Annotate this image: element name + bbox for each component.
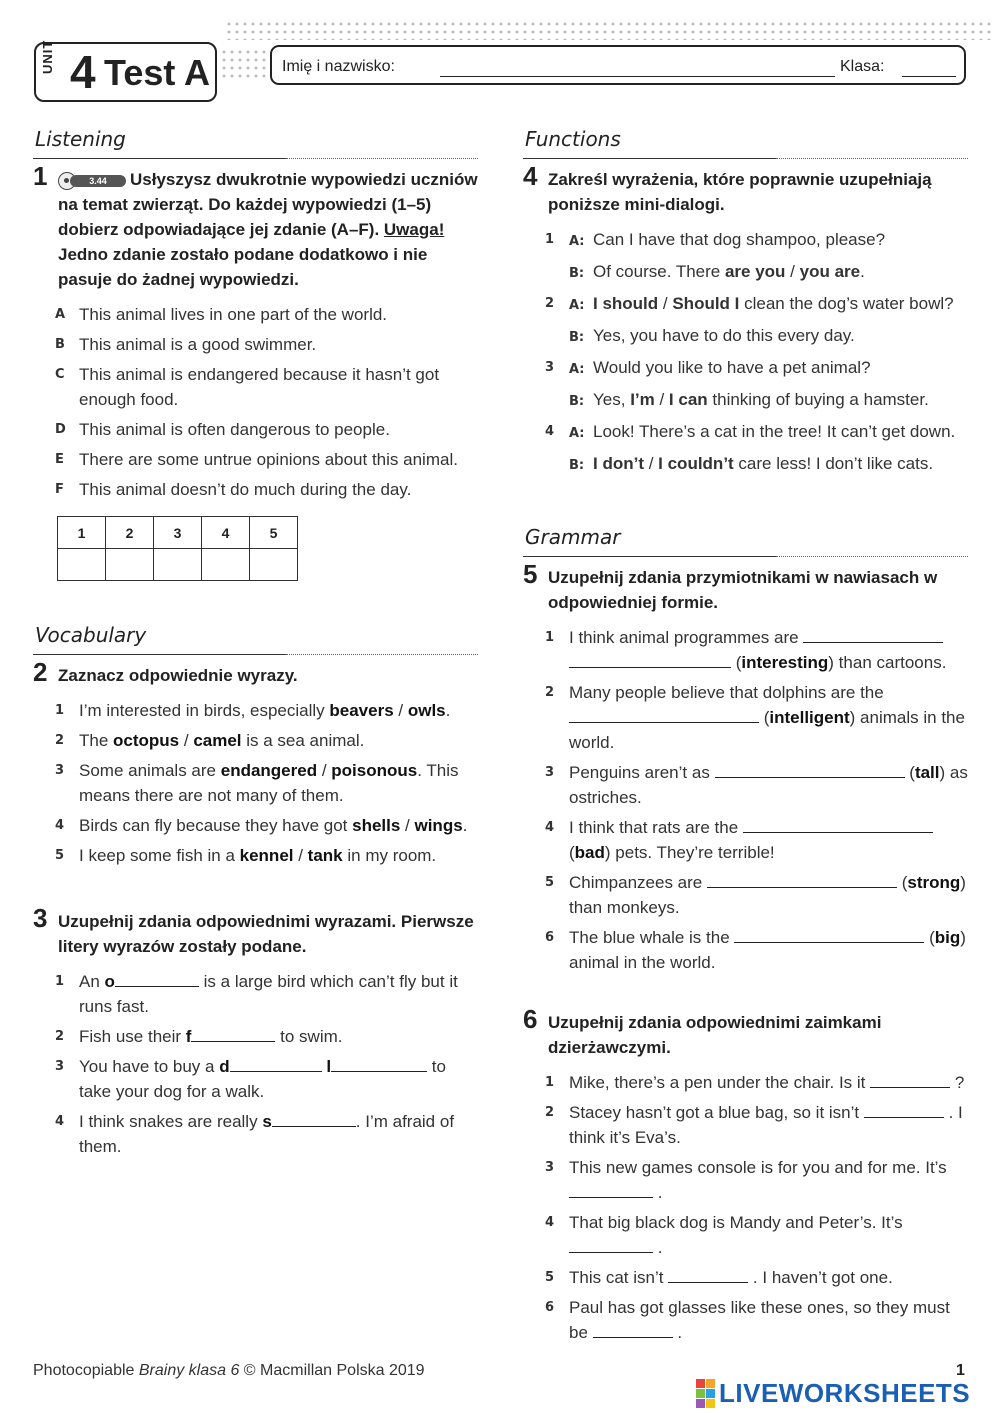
answer-blank[interactable]: [569, 1180, 653, 1198]
answer-blank[interactable]: [230, 1054, 322, 1072]
item-number: 1: [545, 232, 555, 247]
choice-option[interactable]: Should I: [672, 294, 740, 313]
item-number: 3: [545, 1160, 555, 1175]
choice-option[interactable]: are you: [724, 262, 786, 281]
item-number: 2: [545, 685, 555, 700]
task-2-instruction: 2 Zaznacz odpowiednie wyrazy.: [33, 657, 298, 687]
list-item: 2 The octopus / camel is a sea animal.: [55, 728, 478, 753]
item-number: 6: [545, 930, 555, 945]
task-4-instruction: 4 Zakreśl wyrażenia, które poprawnie uzupełniają poniższe mini-dialogi.: [523, 161, 932, 214]
list-item: 3 Penguins aren’t as (tall) as ostriches.: [545, 760, 968, 810]
answer-header: 2: [106, 517, 154, 549]
item-number: E: [55, 452, 64, 467]
student-info-box: [270, 45, 966, 85]
task-4-dialogues: [523, 227, 968, 478]
answer-cell[interactable]: [250, 549, 298, 581]
answer-cell[interactable]: [106, 549, 154, 581]
answer-table: [57, 516, 298, 581]
item-number: 3: [55, 763, 65, 778]
choice-option[interactable]: wings: [414, 816, 463, 835]
choice-option[interactable]: I couldn’t: [658, 454, 734, 473]
task-number: 2: [33, 657, 48, 687]
answer-blank[interactable]: [115, 969, 199, 987]
listening-options: [33, 302, 478, 502]
right-column: [523, 125, 968, 1350]
answer-blank[interactable]: [569, 650, 731, 668]
item-number: 3: [545, 360, 555, 375]
list-item: 2 Stacey hasn’t got a blue bag, so it isn’t . I think it’s Eva’s.: [545, 1100, 968, 1150]
item-number: 5: [55, 848, 65, 863]
choice-option[interactable]: you are: [799, 262, 861, 281]
class-field[interactable]: [902, 76, 956, 77]
first-letter: d: [219, 1057, 230, 1076]
watermark-text: LIVEWORKSHEETS: [719, 1377, 971, 1408]
answer-blank[interactable]: [864, 1100, 944, 1118]
adjective-hint: bad: [574, 843, 605, 862]
section-header-listening: [33, 125, 478, 159]
dialogue-line-a: 3 A: Would you like to have a pet animal?: [545, 355, 968, 382]
choice-option[interactable]: I’m: [630, 390, 655, 409]
list-item: 4 That big black dog is Mandy and Peter’s. It’s .: [545, 1210, 968, 1260]
adjective-hint: big: [934, 928, 961, 947]
item-number: 1: [55, 703, 65, 718]
item-number: 4: [55, 818, 65, 833]
item-number: 5: [545, 1270, 555, 1285]
header-dots: [225, 20, 995, 40]
liveworksheets-logo: [696, 1378, 970, 1408]
item-number: 5: [545, 875, 555, 890]
task-number: 4: [523, 161, 538, 191]
adjective-hint: strong: [907, 873, 961, 892]
task-number: 5: [523, 559, 538, 589]
item-number: 1: [55, 974, 65, 989]
list-item: 5 Chimpanzees are (strong) than monkeys.: [545, 870, 968, 920]
task-6-items: [523, 1070, 968, 1345]
dialogue-line-b: B: Yes, you have to do this every day.: [569, 326, 855, 345]
item-number: 2: [545, 1105, 555, 1120]
choice-option[interactable]: owls: [407, 701, 446, 720]
item-number: C: [55, 367, 65, 382]
first-letter: l: [326, 1057, 332, 1076]
task-1-instruction: 1 3.44 Usłyszysz dwukrotnie wypowiedzi uczniów na temat zwierząt. Do każdej wypowiedzi (1–5) dobierz odpowiadające jej zdanie (A–F). Uwaga! Jedno zdanie zostało podane dodatkowo i nie pasuje do żadnej wypowiedzi.: [33, 161, 478, 289]
task-3-items: [33, 969, 478, 1159]
section-title: Functions: [525, 127, 621, 151]
dialogue-line-a: 1 A: Can I have that dog shampoo, please?: [545, 227, 968, 254]
list-item: 4 I think that rats are the (bad) pets. They’re terrible!: [545, 815, 968, 865]
answer-cell[interactable]: [58, 549, 106, 581]
copyright-footer: Photocopiable Brainy klasa 6 © Macmillan Polska 2019: [33, 1362, 425, 1379]
item-number: 4: [55, 1114, 65, 1129]
list-item: 1 I’m interested in birds, especially beavers / owls.: [55, 698, 478, 723]
answer-blank[interactable]: [668, 1265, 748, 1283]
answer-blank[interactable]: [707, 870, 897, 888]
item-number: 2: [55, 1029, 65, 1044]
audio-track-icon[interactable]: [58, 172, 126, 190]
answer-blank[interactable]: [715, 760, 905, 778]
answer-blank[interactable]: [569, 705, 759, 723]
answer-header: 3: [154, 517, 202, 549]
list-item: 6 The blue whale is the (big) animal in the world.: [545, 925, 968, 975]
task-3-instruction: 3 Uzupełnij zdania odpowiednimi wyrazami. Pierwsze litery wyrazów zostały podane.: [33, 903, 474, 956]
list-item: 5 This cat isn’t . I haven’t got one.: [545, 1265, 968, 1290]
header-dots-left: [220, 48, 268, 80]
choice-option[interactable]: endangered: [220, 761, 318, 780]
adjective-hint: interesting: [741, 653, 829, 672]
section-title: Listening: [35, 127, 126, 151]
list-item: 2 Many people believe that dolphins are the (intelligent) animals in the world.: [545, 680, 968, 755]
item-number: 3: [55, 1059, 65, 1074]
name-label: Imię i nazwisko:: [282, 58, 395, 75]
list-item: 3 This new games console is for you and for me. It’s .: [545, 1155, 968, 1205]
dialogue-line-a: 2 A: I should / Should I clean the dog’s water bowl?: [545, 291, 968, 318]
warning-word: Uwaga!: [383, 220, 445, 239]
adjective-hint: tall: [914, 763, 940, 782]
task-number: 3: [33, 903, 48, 933]
dialogue-line-b: B: I don’t / I couldn’t care less! I don’t like cats.: [569, 454, 934, 473]
section-title: Vocabulary: [35, 623, 147, 647]
answer-blank[interactable]: [870, 1070, 950, 1088]
item-number: F: [55, 482, 64, 497]
task-5-instruction: 5 Uzupełnij zdania przymiotnikami w nawiasach w odpowiedniej formie.: [523, 559, 938, 612]
list-item: 1 An o is a large bird which can’t fly but it runs fast.: [55, 969, 478, 1019]
page-number: 1: [956, 1362, 965, 1379]
item-number: 2: [55, 733, 65, 748]
choice-option[interactable]: I can: [668, 390, 708, 409]
list-item: 6 Paul has got glasses like these ones, so they must be .: [545, 1295, 968, 1345]
choice-option[interactable]: tank: [307, 846, 343, 865]
task-5-items: [523, 625, 968, 975]
item-number: A: [55, 307, 66, 322]
unit-word: UNIT: [40, 39, 55, 74]
class-label: Klasa:: [840, 58, 885, 75]
choice-option[interactable]: I should: [593, 294, 659, 313]
section-title: Grammar: [525, 525, 621, 549]
list-item: D This animal is often dangerous to people.: [55, 417, 478, 442]
name-field[interactable]: [440, 76, 835, 77]
unit-number: 4: [70, 46, 96, 98]
liveworksheets-logo-icon: [696, 1379, 715, 1408]
left-column: [33, 125, 478, 1164]
list-item: 3 Some animals are endangered / poisonous. This means there are not many of them.: [55, 758, 478, 808]
answer-blank[interactable]: [272, 1109, 356, 1127]
list-item: 1 Mike, there’s a pen under the chair. Is it ?: [545, 1070, 968, 1095]
item-number: B: [55, 337, 65, 352]
list-item: F This animal doesn’t do much during the day.: [55, 477, 478, 502]
first-letter: o: [104, 972, 115, 991]
list-item: A This animal lives in one part of the world.: [55, 302, 478, 327]
item-number: 3: [545, 765, 555, 780]
item-number: 4: [545, 424, 555, 439]
track-number: 3.44: [70, 175, 126, 187]
list-item: 2 Fish use their f to swim.: [55, 1024, 478, 1049]
choice-option[interactable]: kennel: [239, 846, 294, 865]
item-number: 1: [545, 1075, 555, 1090]
answer-blank[interactable]: [734, 925, 924, 943]
answer-blank[interactable]: [803, 625, 943, 643]
answer-cell[interactable]: [154, 549, 202, 581]
answer-blank[interactable]: [569, 1235, 653, 1253]
section-header-functions: [523, 125, 968, 159]
answer-blank[interactable]: [593, 1320, 673, 1338]
task-2-items: [33, 698, 478, 868]
item-number: 2: [545, 296, 555, 311]
test-title: Test A: [104, 52, 211, 93]
answer-blank[interactable]: [191, 1024, 275, 1042]
section-header-vocabulary: [33, 621, 478, 655]
section-header-grammar: [523, 523, 968, 557]
choice-option[interactable]: I don’t: [593, 454, 644, 473]
choice-option[interactable]: poisonous: [331, 761, 418, 780]
choice-option[interactable]: camel: [193, 731, 242, 750]
item-number: 4: [545, 1215, 555, 1230]
list-item: 3 You have to buy a d l to take your dog for a walk.: [55, 1054, 478, 1104]
answer-header: 4: [202, 517, 250, 549]
list-item: B This animal is a good swimmer.: [55, 332, 478, 357]
list-item: E There are some untrue opinions about this animal.: [55, 447, 478, 472]
answer-header: 1: [58, 517, 106, 549]
item-number: D: [55, 422, 66, 437]
answer-cell[interactable]: [202, 549, 250, 581]
dialogue-line-a: 4 A: Look! There’s a cat in the tree! It can’t get down.: [545, 419, 968, 446]
adjective-hint: intelligent: [769, 708, 850, 727]
list-item: C This animal is endangered because it hasn’t got enough food.: [55, 362, 478, 412]
task-6-instruction: 6 Uzupełnij zdania odpowiednimi zaimkami dzierżawczymi.: [523, 1004, 882, 1057]
list-item: 5 I keep some fish in a kennel / tank in my room.: [55, 843, 478, 868]
list-item: 1 I think animal programmes are (interesting) than cartoons.: [545, 625, 968, 675]
choice-option[interactable]: shells: [352, 816, 401, 835]
dialogue-line-b: B: Yes, I’m / I can thinking of buying a hamster.: [569, 390, 929, 409]
answer-header: 5: [250, 517, 298, 549]
answer-blank[interactable]: [331, 1054, 427, 1072]
first-letter: s: [262, 1112, 272, 1131]
list-item: 4 Birds can fly because they have got shells / wings.: [55, 813, 478, 838]
list-item: 4 I think snakes are really s . I’m afraid of them.: [55, 1109, 478, 1159]
dialogue-line-b: B: Of course. There are you / you are.: [569, 262, 865, 281]
task-number: 1: [33, 161, 48, 191]
first-letter: f: [185, 1027, 192, 1046]
item-number: 6: [545, 1300, 555, 1315]
task-number: 6: [523, 1004, 538, 1034]
item-number: 4: [545, 820, 555, 835]
choice-option[interactable]: beavers: [329, 701, 394, 720]
unit-badge: [34, 39, 217, 102]
answer-blank[interactable]: [743, 815, 933, 833]
item-number: 1: [545, 630, 555, 645]
choice-option[interactable]: octopus: [113, 731, 180, 750]
